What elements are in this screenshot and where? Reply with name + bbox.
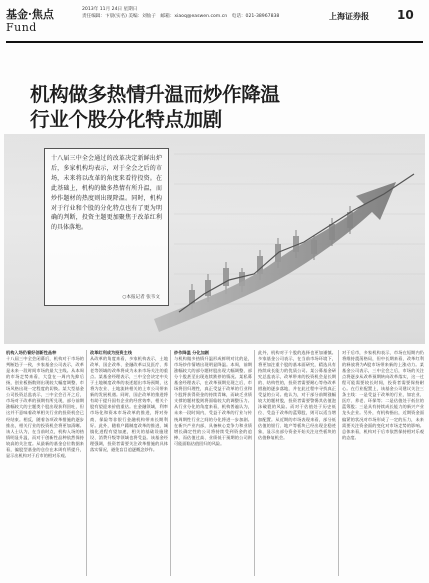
article-column-2: [90, 350, 168, 576]
newspaper-brand: 上海证券报: [329, 11, 369, 21]
article-column-1: [6, 350, 84, 576]
column-divider: [254, 350, 255, 576]
issue-meta: [82, 7, 279, 20]
column-divider: [86, 350, 87, 576]
subheading: 机构入场仍看好创新性品种: [6, 350, 57, 355]
headline-line-1: 机构做多热情升温而炒作降温: [30, 83, 280, 106]
column-text: 与机构做多热情升温形成鲜明对比的是，市场炒作情绪出现明显降温。本周，前期涨幅较大的部分题材股出现大幅调整，部分个股甚至出现连续跌停的情况。某私募基金经理表示，在改革预期兑现之后，市场将回归理性，真正受益于改革的行业和个股将获得资金的持续青睐，而缺乏业绩支撑的题材股则将面临较大的调整压力。从行业分化的角度来看，机构普遍认为，未来一段时间内，受益于改革的行业与传统周期性行业之间的分化将进一步加剧。在新兴产业内部，具备核心竞争力和业绩增长确定性的公司将持续受到资金的追捧，而估值过高、业绩低于预期的公司则可能面临估值回归的风险。: [174, 356, 252, 446]
subheading: 炒作降温 分化加剧: [174, 350, 209, 355]
subheading: 改革红利成为投资主线: [90, 350, 132, 355]
article-column-3: [174, 350, 252, 576]
column-text: 此外，机构对于个股的选择也更加谨慎。多家基金公司表示，在当前市场环境下，将更加注重个股的基本面研究，精选具有持续成长能力的优质公司。某公募基金研究总监表示，改革带来的投资机会是长期的、结构性的，投资者需要耐心等待改革措施的逐步落地，并在此过程中寻找真正受益的公司。他认为，对于部分前期涨幅较大的题材股，投资者需要警惕其估值泡沫破裂的风险。而对于估值处于历史低位、受益于改革的蓝筹股，则可以适当增加配置。从近期的市场表现来看，部分低估值的银行、地产等板块已经出现企稳迹象，显示出部分资金开始关注这些板块的估值修复机会。: [258, 350, 336, 440]
summary-text: 十八届三中全会通过的改革决定新鲜出炉后，多家机构均表示，对于全会之后的市场，未来将以改革的角度来看待投资。在此基础上，机构的做多热情有所升温，而炒作题材的热度则出现降温。同时，机构对于行业和个股的分化特点也有了更为明确的判断，投资主题更加聚焦于改革红利的具体落地。: [51, 155, 162, 232]
page-number: 10: [397, 8, 414, 22]
headline-line-2: 行业个股分化特点加剧: [30, 108, 223, 131]
reporter-credit: ○本报记者 张韦文: [122, 295, 160, 300]
summary-box: [44, 148, 169, 306]
column-divider: [170, 350, 171, 576]
editor-contact: 责任编辑：卞晨(实名) 美编：刘仙子 邮箱：xiaoq@easwen.com.cn 电话：021-38967838: [82, 13, 280, 19]
column-text: 对于后市，多家机构表示，市场在短期内仍将维持震荡格局，但中长期来看，改革红利的释放将为A股市场带来新的上涨动力。某基金公司表示，三中全会之后，市场的关注点将逐步从改革预期转向改革落实，这一过程可能需要较长时间，投资者需要保持耐心。在行业配置上，该基金公司建议关注三条主线：一是受益于改革的行业，如农业、医疗、养老、环保等；二是估值处于低位的蓝筹股；三是具有持续成长能力的新兴产业龙头企业。另外，有机构指出，近期资金面偏紧的状况对市场形成了一定的压力，未来需要关注资金面的变化对市场走势的影响。总体来看，机构对于后市依然保持相对乐观的态度。: [342, 350, 424, 440]
header-rule: [6, 41, 423, 43]
issue-date: 2013年 11月 24日 星期日: [82, 7, 138, 12]
column-text: 十八届三中全会闭幕后，机构对于市场的判断趋于一致，多家基金公司表示，改革是未来一段时间市场的最大主线。从本周的市场走势来看，大盘在一周内先抑后扬，创业板指数则出现较大幅度调整，市场风格出现一定程度的切换。某大型基金公司投资总监表示，三中全会召开之后，市场对于改革的预期有所兑现，部分前期涨幅较大的主题类个股出现获利回吐，但这并不意味着改革相关行业的投资机会已经结束。相反，随着各项改革措施的逐步推出，相关行业的投资机会将更加清晰。该人士认为，在当前时点，机构入场的热情明显升温，而对于创新性品种依然保持较高的关注度。从最新的基金仓位数据来看，偏股型基金的仓位在本周有所提升，显示出机构对于后市的相对乐观。: [6, 356, 84, 458]
article-column-5: [342, 350, 424, 576]
section-label: 基金·焦点: [6, 8, 54, 21]
section-en-label: Fund: [6, 21, 37, 34]
column-divider: [338, 350, 339, 576]
column-text: 从改革的角度来看，多家机构表示，土地改革、国企改革、金融改革以及医疗、养老等领域的改革将成为未来市场关注的重点。某基金经理表示，三中全会决定中关于土地制度改革的表述超出市场预期，这将为农业、土地流转相关的上市公司带来新的发展机遇。同时，国企改革的推进将有助于提升国有企业的经营效率，相关个股有望迎来价值重估。在金融领域，利率市场化和资本市场改革的推进，将对券商、保险等非银行金融机构带来长期利好。此外，随着户籍制度改革的推进，城镇化进程有望加速，相关的基础设施建设、消费升级等领域也将受益。该基金经理强调，投资者需要关注改革措施的具体落实情况，避免盲目追逐概念炒作。: [90, 356, 168, 452]
article-column-4: [258, 350, 336, 576]
